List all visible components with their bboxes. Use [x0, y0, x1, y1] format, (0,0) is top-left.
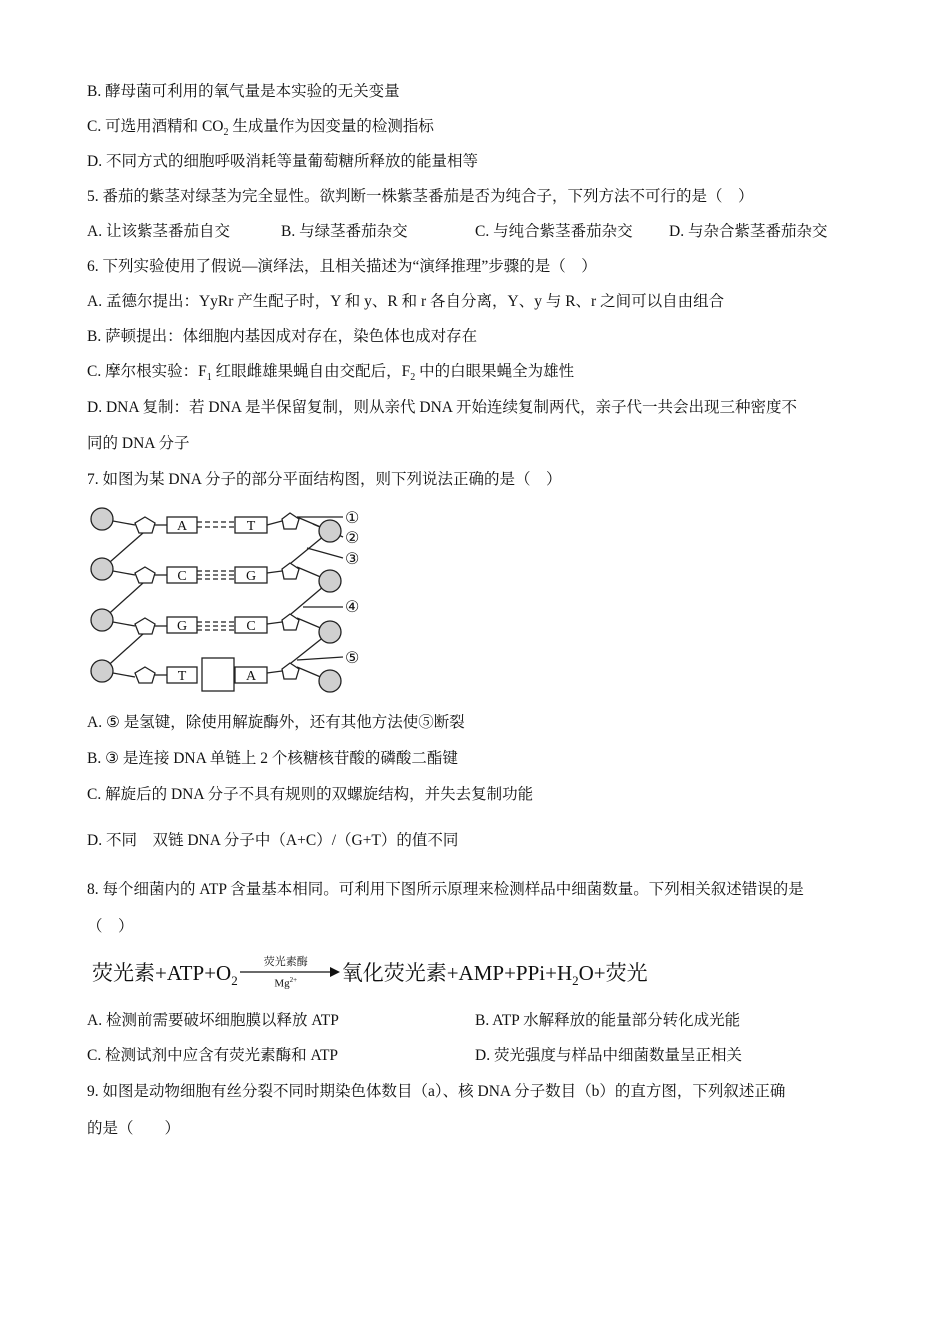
- q6-option-c-sub2: 2: [410, 372, 416, 384]
- marker-1: ①: [345, 510, 360, 527]
- base-label-left-4: T: [177, 669, 187, 684]
- arrow-bottom-superscript: 2+: [289, 976, 298, 984]
- q7-option-a: A. ⑤ 是氢键，除使用解旋酶外，还有其他方法使⑤断裂: [87, 714, 465, 731]
- base-label-right-3: C: [246, 619, 256, 634]
- q4-option-c-text: C. 可选用酒精和 CO: [87, 118, 224, 135]
- equation-left-text: 荧光素+ATP+O: [92, 960, 232, 985]
- equation-right-text: 氧化荧光素+AMP+PPi+H: [341, 960, 573, 985]
- q6-option-c: [87, 362, 574, 388]
- reaction-arrow: [240, 955, 340, 991]
- marker-4: ④: [345, 599, 360, 616]
- equation-right-text-end: O+荧光: [578, 960, 648, 985]
- arrow-bottom-text: Mg: [274, 977, 290, 990]
- q5-option-a: A. 让该紫茎番茄自交: [87, 223, 230, 240]
- q8-option-c: C. 检测试剂中应含有荧光素酶和 ATP: [87, 1047, 339, 1064]
- base-label-left-3: G: [176, 619, 188, 634]
- base-label-left-2: C: [177, 569, 187, 584]
- q6-stem: 6. 下列实验使用了假说—演绎法，且相关描述为“演绎推理”步骤的是（ ）: [87, 258, 597, 275]
- sugar-left-3: [135, 618, 155, 634]
- sugar-left-2: [135, 567, 155, 583]
- marker-3: ③: [345, 551, 360, 568]
- q6-option-a: A. 孟德尔提出：YyRr 产生配子时，Y 和 y、R 和 r 各自分离，Y、y 与 R、r 之间可以自由组合: [87, 293, 725, 310]
- q7-stem: 7. 如图为某 DNA 分子的部分平面结构图，则下列说法正确的是（ ）: [87, 471, 562, 488]
- marker-5: ⑤: [345, 650, 360, 667]
- sugar-right-3: [282, 614, 299, 630]
- q7-option-c: C. 解旋后的 DNA 分子不具有规则的双螺旋结构，并失去复制功能: [87, 786, 534, 803]
- phosphate-left-4: [91, 660, 113, 682]
- q8-option-b: B. ATP 水解释放的能量部分转化成光能: [475, 1012, 741, 1029]
- phosphate-right-4: [319, 670, 341, 692]
- phosphate-right-1: [319, 520, 341, 542]
- q8-option-a: A. 检测前需要破坏细胞膜以释放 ATP: [87, 1012, 339, 1029]
- equation-left: [92, 957, 238, 989]
- q4-option-d: D. 不同方式的细胞呼吸消耗等量葡萄糖所释放的能量相等: [87, 153, 478, 170]
- equation-left-subscript: 2: [231, 973, 238, 989]
- q6-option-b: B. 萨顿提出：体细胞内基因成对存在，染色体也成对存在: [87, 328, 478, 345]
- phosphate-right-2: [319, 570, 341, 592]
- sugar-right-2: [282, 563, 299, 579]
- q6-option-c-sub1: 1: [206, 372, 212, 384]
- q8-stem-line1: 8. 每个细菌内的 ATP 含量基本相同。可利用下图所示原理来检测样品中细菌数量。下列相关叙述错误的是: [87, 881, 804, 898]
- marker-2: ②: [345, 530, 360, 547]
- base-label-right-1: T: [246, 519, 256, 534]
- dna-structure-figure: [85, 505, 375, 695]
- q7-option-b: B. ③ 是连接 DNA 单链上 2 个核糖核苷酸的磷酸二酯键: [87, 750, 458, 767]
- phosphate-left-1: [91, 508, 113, 530]
- q5-option-b: B. 与绿茎番茄杂交: [281, 223, 408, 240]
- q4-option-c: [87, 117, 434, 143]
- sugar-left-4: [135, 667, 155, 683]
- q6-option-d-line2: 同的 DNA 分子: [87, 435, 190, 452]
- sugar-left-1: [135, 517, 155, 533]
- arrow-bottom-label: [240, 976, 332, 990]
- phosphate-right-3: [319, 621, 341, 643]
- q8-option-d: D. 荧光强度与样品中细菌数量呈正相关: [475, 1047, 742, 1064]
- q4-option-c-text-end: 生成量作为因变量的检测指标: [228, 118, 434, 135]
- equation-right: [342, 957, 648, 989]
- equation-right-subscript: 2: [572, 973, 579, 989]
- q5-option-d: D. 与杂合紫茎番茄杂交: [669, 223, 828, 240]
- q4-option-c-subscript: 2: [223, 127, 229, 139]
- q5-option-c: C. 与纯合紫茎番茄杂交: [475, 223, 633, 240]
- q4-option-b: B. 酵母菌可利用的氧气量是本实验的无关变量: [87, 83, 400, 100]
- sugar-right-4: [282, 663, 299, 679]
- base-label-left-1: A: [176, 519, 188, 534]
- base-label-right-4: A: [245, 669, 257, 684]
- base-label-right-2: G: [245, 569, 257, 584]
- q6-option-d-line1: D. DNA 复制：若 DNA 是半保留复制，则从亲代 DNA 开始连续复制两代，亲子代一共会出现三种密度不: [87, 399, 797, 416]
- q6-option-c-text-end: 中的白眼果蝇全为雄性: [415, 363, 575, 380]
- reaction-equation: [92, 955, 648, 991]
- q9-stem-line1: 9. 如图是动物细胞有丝分裂不同时期染色体数目（a）、核 DNA 分子数目（b）的直方图，下列叙述正确: [87, 1083, 786, 1100]
- q6-option-c-text-mid: 红眼雌雄果蝇自由交配后，F: [211, 363, 411, 380]
- q5-stem: 5. 番茄的紫茎对绿茎为完全显性。欲判断一株紫茎番茄是否为纯合子，下列方法不可行的是（ ）: [87, 188, 754, 205]
- phosphate-left-3: [91, 609, 113, 631]
- sugar-right-1: [282, 513, 299, 529]
- q8-stem-line2: （ ）: [87, 918, 134, 935]
- q7-option-d: D. 不同 双链 DNA 分子中（A+C）/（G+T）的值不同: [87, 832, 459, 849]
- hydrogen-bond-box: [202, 658, 234, 691]
- arrow-top-label: 荧光素酶: [263, 956, 308, 968]
- phosphate-left-2: [91, 558, 113, 580]
- q9-stem-line2: 的是（ ）: [87, 1120, 181, 1137]
- q6-option-c-text: C. 摩尔根实验：F: [87, 363, 207, 380]
